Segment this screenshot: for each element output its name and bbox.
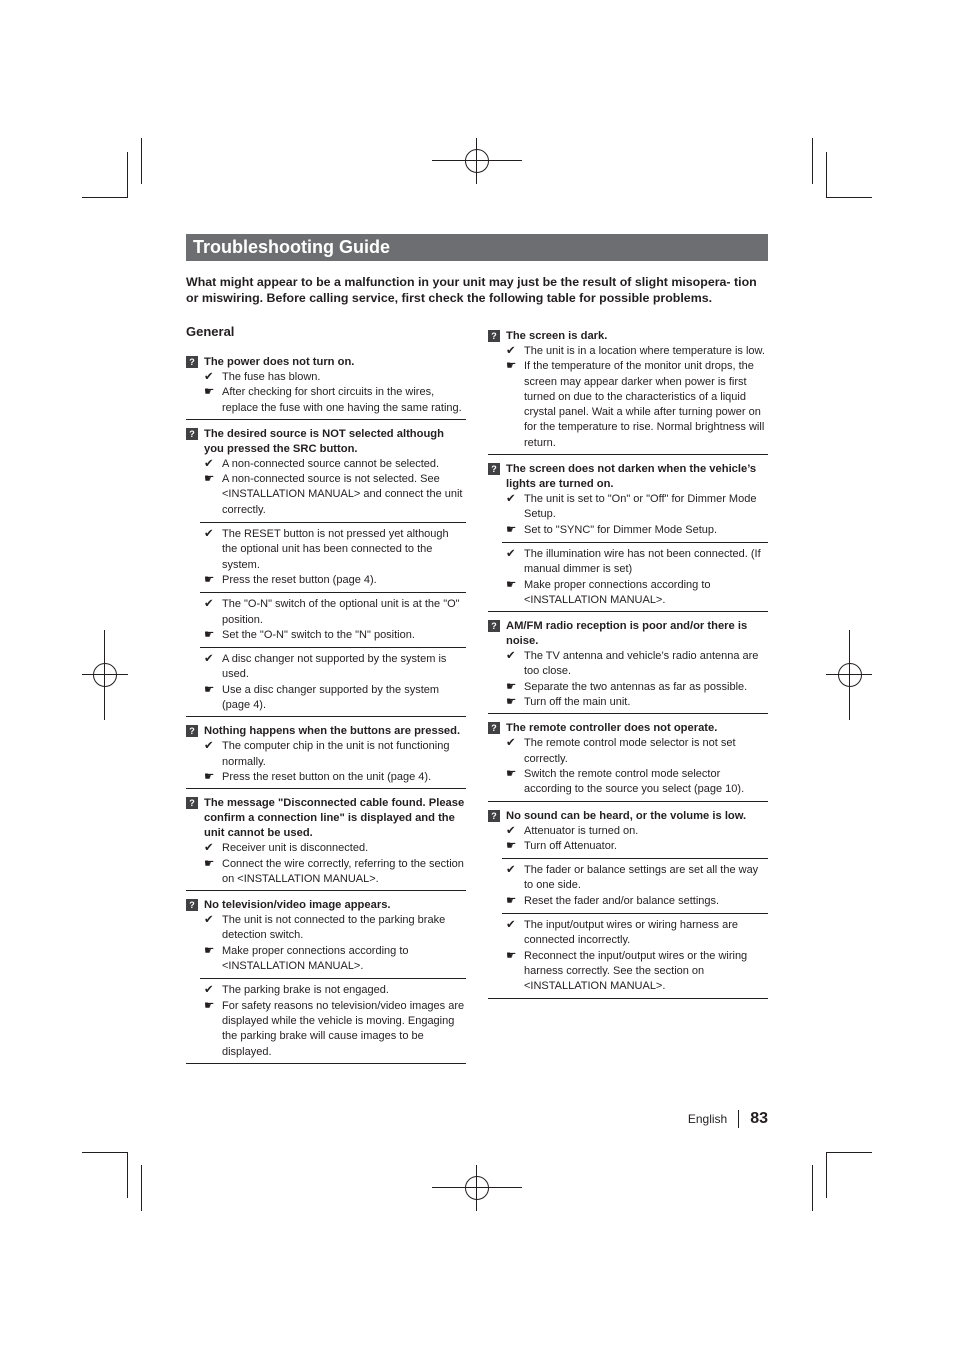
crop-mark: [127, 152, 128, 198]
page-footer: [688, 1110, 768, 1128]
registration-mark: [465, 149, 489, 173]
problem-list-left: [186, 353, 466, 1064]
problem-list-right: [488, 327, 768, 999]
registration-mark: [93, 663, 117, 687]
pointing-hand-icon: ☛: [204, 770, 215, 783]
cause-line: [200, 841, 466, 856]
check-mark-icon: ✔: [506, 919, 516, 932]
cause-text: The unit is not connected to the parking brake detection switch.: [222, 914, 446, 942]
cause-text: The illumination wire has not been connected. (If manual dimmer is set): [524, 547, 761, 576]
cause-line: [200, 652, 466, 683]
remedy-line: [502, 839, 768, 854]
cause-text: A disc changer not supported by the system is used.: [222, 653, 447, 681]
cause-text: The "O-N" switch of the optional unit is at the "O" position.: [222, 598, 460, 626]
pointing-hand-icon: ☛: [506, 680, 517, 693]
remedy-text: A non-connected source is not selected. See <INSTALLATION MANUAL> and connect the unit correctly.: [222, 473, 463, 516]
problem-item: [488, 719, 768, 801]
problem-heading: [488, 619, 768, 649]
remedy-text: Make proper connections according to <INSTALLATION MANUAL>.: [524, 578, 711, 606]
page-number: 83: [750, 1110, 768, 1127]
remedy-text: Set to "SYNC" for Dimmer Mode Setup.: [524, 523, 718, 536]
remedy-text: Separate the two antennas as far as possible.: [524, 680, 748, 693]
left-column: [186, 323, 466, 1069]
remedy-line: [502, 523, 768, 538]
question-box-icon: ?: [488, 810, 500, 822]
check-mark-icon: ✔: [204, 528, 214, 541]
pointing-hand-icon: ☛: [506, 839, 517, 852]
section-heading-general: General: [186, 324, 235, 339]
right-column: [488, 327, 768, 1004]
problem-item: [488, 460, 768, 612]
cause-remedy-group: [502, 858, 768, 909]
cause-remedy-group: [502, 913, 768, 994]
crop-mark: [826, 152, 827, 198]
cause-remedy-group: [200, 592, 466, 643]
cause-text: The remote control mode selector is not set correctly.: [524, 737, 736, 765]
pointing-hand-icon: ☛: [506, 360, 517, 373]
question-box-icon: ?: [186, 428, 198, 440]
pointing-hand-icon: ☛: [506, 894, 517, 907]
problem-item: [186, 794, 466, 891]
remedy-text: Press the reset button (page 4).: [222, 573, 377, 586]
crop-mark: [127, 1152, 128, 1198]
cause-remedy-group: [200, 647, 466, 713]
cause-line: [502, 492, 768, 523]
check-mark-icon: ✔: [506, 824, 516, 837]
remedy-text: Press the reset button on the unit (page 4).: [222, 770, 432, 783]
problem-item: [186, 722, 466, 789]
crop-mark: [826, 1152, 827, 1198]
check-mark-icon: ✔: [506, 345, 516, 357]
check-mark-icon: ✔: [204, 984, 214, 997]
question-box-icon: ?: [488, 722, 500, 734]
question-box-icon: ?: [186, 797, 198, 809]
remedy-text: Reset the fader and/or balance settings.: [524, 894, 720, 907]
remedy-line: [200, 999, 466, 1060]
crop-mark: [812, 1165, 813, 1211]
remedy-line: [200, 857, 466, 888]
problem-heading: [186, 427, 466, 457]
remedy-text: Switch the remote control mode selector according to the source you select (page 10).: [524, 767, 745, 796]
cause-text: The TV antenna and vehicle’s radio antenna are too close.: [524, 650, 759, 678]
cause-line: [502, 918, 768, 949]
pointing-hand-icon: ☛: [204, 683, 215, 696]
problem-item: [186, 425, 466, 717]
cause-line: [502, 736, 768, 767]
remedy-line: [502, 695, 768, 710]
problem-heading: [186, 796, 466, 841]
intro-paragraph: What might appear to be a malfunction in your unit may just be the result of slight misopera- tion or miswiring. Before calling service, first check the following table for possible problems.: [186, 275, 757, 305]
problem-heading: [488, 329, 768, 344]
pointing-hand-icon: ☛: [204, 999, 215, 1012]
check-mark-icon: ✔: [204, 598, 214, 611]
cause-line: [502, 863, 768, 894]
registration-mark: [465, 1176, 489, 1200]
cause-line: [502, 824, 768, 839]
problem-text: The screen is dark.: [506, 330, 608, 342]
problem-text: No sound can be heard, or the volume is low.: [506, 809, 747, 822]
problem-text: No television/video image appears.: [204, 899, 391, 912]
pointing-hand-icon: ☛: [204, 386, 215, 399]
remedy-line: [502, 767, 768, 798]
crop-mark: [826, 1152, 872, 1153]
cause-text: The computer chip in the unit is not functioning normally.: [222, 740, 450, 768]
cause-remedy-group: [200, 913, 466, 974]
check-mark-icon: ✔: [506, 547, 516, 560]
remedy-text: If the temperature of the monitor unit drops, the screen may appear darker when power is first turned on due to the characteristics of a liquid crystal panel. Wait a while after turning power on for the temperature to rise. Normal brightness will return.: [524, 360, 765, 449]
pointing-hand-icon: ☛: [204, 473, 215, 486]
problem-heading: [488, 462, 768, 492]
remedy-text: After checking for short circuits in the wires, replace the fuse with one having the same rating.: [222, 386, 462, 414]
cause-line: [200, 597, 466, 628]
pointing-hand-icon: ☛: [506, 949, 517, 962]
problem-item: [488, 327, 768, 455]
question-box-icon: ?: [186, 899, 198, 911]
check-mark-icon: ✔: [204, 842, 214, 855]
pointing-hand-icon: ☛: [204, 573, 215, 586]
cause-text: The unit is in a location where temperature is low.: [524, 345, 765, 357]
cause-remedy-group: [502, 492, 768, 538]
remedy-text: Connect the wire correctly, referring to the section on <INSTALLATION MANUAL>.: [222, 857, 464, 885]
pointing-hand-icon: ☛: [506, 696, 517, 709]
footer-divider: [738, 1110, 739, 1128]
cause-text: The RESET button is not pressed yet although the optional unit has been connected to the system.: [222, 528, 449, 571]
cause-remedy-group: [200, 457, 466, 518]
problem-text: The remote controller does not operate.: [506, 722, 718, 735]
remedy-text: Turn off the main unit.: [524, 696, 631, 709]
problem-text: Nothing happens when the buttons are pressed.: [204, 725, 461, 738]
question-box-icon: ?: [488, 463, 500, 475]
check-mark-icon: ✔: [506, 737, 516, 750]
remedy-text: Set the "O-N" switch to the "N" position.: [222, 628, 415, 641]
registration-mark: [838, 663, 862, 687]
pointing-hand-icon: ☛: [506, 523, 517, 536]
problem-text: The power does not turn on.: [204, 356, 355, 368]
question-box-icon: ?: [186, 356, 198, 368]
remedy-line: [502, 578, 768, 609]
crop-mark: [826, 197, 872, 198]
remedy-line: [200, 628, 466, 643]
crop-mark: [141, 1165, 142, 1211]
remedy-line: [200, 472, 466, 518]
remedy-line: [200, 944, 466, 975]
check-mark-icon: ✔: [506, 864, 516, 877]
crop-mark: [82, 1152, 128, 1153]
cause-line: [200, 913, 466, 944]
pointing-hand-icon: ☛: [506, 767, 517, 780]
check-mark-icon: ✔: [506, 650, 516, 663]
problem-heading: [488, 721, 768, 736]
pointing-hand-icon: ☛: [204, 944, 215, 957]
problem-item: [488, 617, 768, 714]
crop-mark: [82, 197, 128, 198]
problem-heading: [186, 898, 466, 913]
page-title: Troubleshooting Guide: [193, 237, 390, 257]
crop-mark: [812, 138, 813, 184]
problem-item: [488, 807, 768, 999]
cause-text: The fuse has blown.: [222, 371, 321, 383]
remedy-text: Use a disc changer supported by the system (page 4).: [222, 683, 440, 712]
cause-remedy-group: [200, 739, 466, 785]
pointing-hand-icon: ☛: [506, 578, 517, 591]
cause-remedy-group: [502, 824, 768, 855]
title-banner: [186, 234, 768, 261]
cause-line: [502, 547, 768, 578]
pointing-hand-icon: ☛: [204, 628, 215, 641]
remedy-line: [200, 770, 466, 785]
cause-line: [200, 457, 466, 472]
cause-remedy-group: [502, 736, 768, 797]
cause-text: The fader or balance settings are set all the way to one side.: [524, 864, 759, 892]
remedy-text: Make proper connections according to <INSTALLATION MANUAL>.: [222, 944, 409, 973]
problem-heading: [488, 809, 768, 824]
cause-line: [200, 370, 466, 385]
cause-remedy-group: [502, 649, 768, 710]
cause-line: [502, 649, 768, 680]
problem-item: [186, 353, 466, 420]
crop-mark: [141, 138, 142, 184]
cause-remedy-group: [502, 344, 768, 451]
problem-text: The message "Disconnected cable found. Please confirm a connection line" is displayed and the unit cannot be used.: [204, 797, 465, 840]
check-mark-icon: ✔: [204, 653, 214, 666]
problem-heading: [186, 355, 466, 370]
remedy-line: [502, 680, 768, 695]
check-mark-icon: ✔: [204, 457, 214, 470]
cause-remedy-group: [200, 978, 466, 1059]
cause-remedy-group: [200, 841, 466, 887]
cause-line: [200, 527, 466, 573]
footer-language: English: [687, 1112, 728, 1126]
cause-line: [200, 983, 466, 998]
cause-line: [502, 344, 768, 359]
remedy-text: For safety reasons no television/video images are displayed while the vehicle is moving. Engaging the parking brake will cause images to be displayed.: [222, 999, 465, 1058]
remedy-line: [200, 573, 466, 588]
cause-remedy-group: [200, 522, 466, 588]
remedy-text: Reconnect the input/output wires or the wiring harness correctly. See the section on <INSTALLATION MANUAL>.: [524, 949, 748, 993]
check-mark-icon: ✔: [204, 371, 214, 383]
problem-text: The screen does not darken when the vehicle’s lights are turned on.: [506, 463, 757, 491]
cause-text: Attenuator is turned on.: [524, 824, 639, 837]
question-box-icon: ?: [186, 725, 198, 737]
remedy-line: [200, 385, 466, 416]
remedy-line: [502, 359, 768, 451]
remedy-line: [502, 949, 768, 995]
remedy-line: [502, 894, 768, 909]
problem-text: AM/FM radio reception is poor and/or there is noise.: [506, 620, 748, 648]
problem-item: [186, 896, 466, 1064]
check-mark-icon: ✔: [204, 740, 214, 753]
check-mark-icon: ✔: [204, 914, 214, 927]
remedy-line: [200, 683, 466, 714]
pointing-hand-icon: ☛: [204, 857, 215, 870]
cause-text: A non-connected source cannot be selected.: [222, 457, 440, 470]
cause-remedy-group: [502, 542, 768, 608]
question-box-icon: ?: [488, 620, 500, 632]
question-box-icon: ?: [488, 330, 500, 342]
problem-text: The desired source is NOT selected although you pressed the SRC button.: [204, 427, 444, 455]
check-mark-icon: ✔: [506, 493, 516, 506]
cause-text: The unit is set to "On" or "Off" for Dimmer Mode Setup.: [524, 493, 757, 521]
remedy-text: Turn off Attenuator.: [524, 839, 617, 852]
cause-text: Receiver unit is disconnected.: [222, 842, 369, 855]
cause-remedy-group: [200, 370, 466, 416]
problem-heading: [186, 724, 466, 739]
cause-text: The parking brake is not engaged.: [222, 984, 389, 997]
cause-text: The input/output wires or wiring harness are connected incorrectly.: [524, 919, 738, 947]
cause-line: [200, 739, 466, 770]
